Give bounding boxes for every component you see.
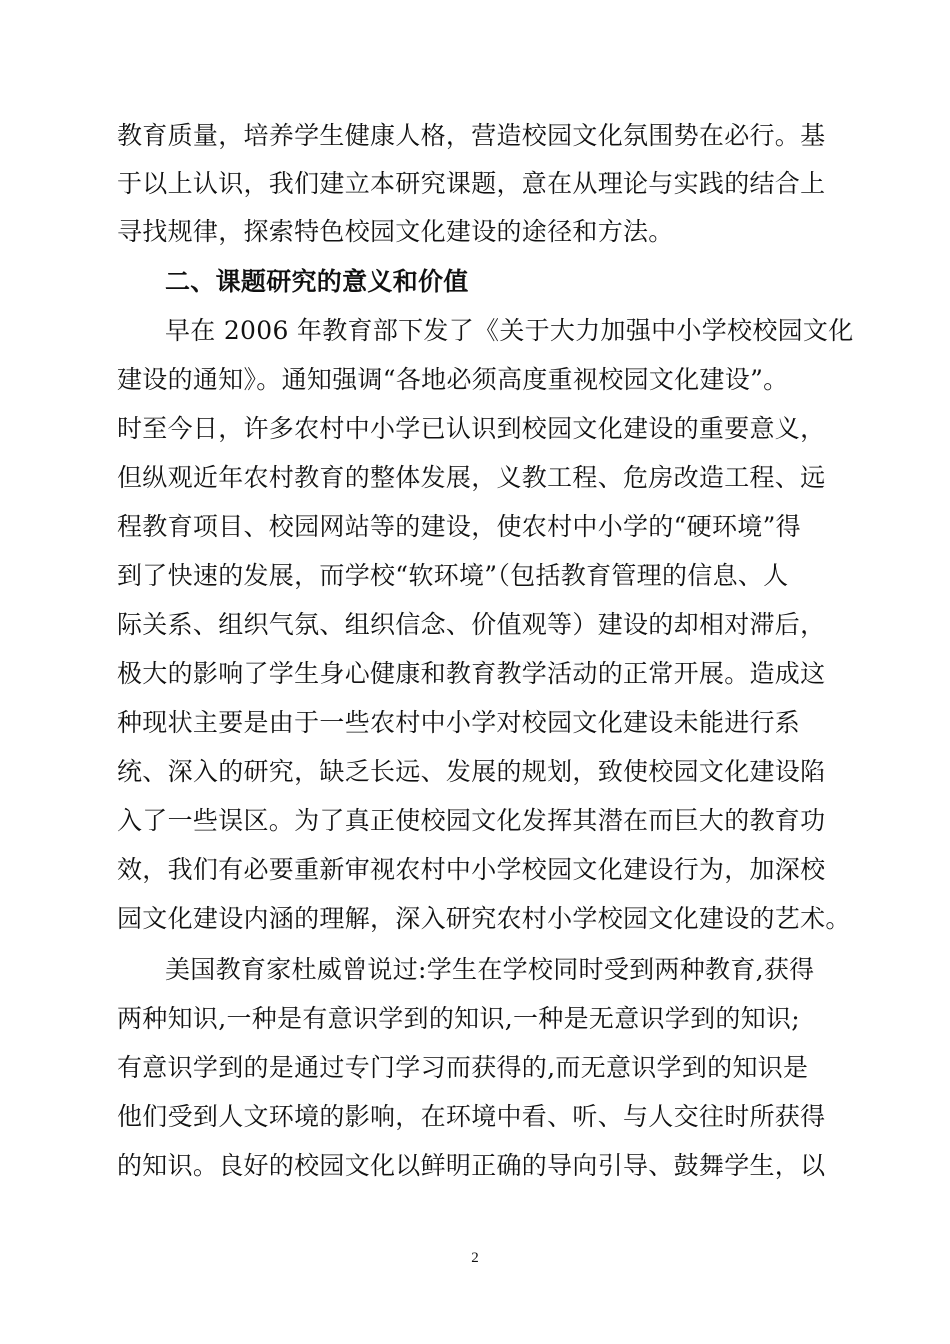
text-line: 程教育项目、校园网站等的建设，使农村中小学的“硬环境”得 <box>117 512 801 541</box>
text-line: 但纵观近年农村教育的整体发展，义教工程、危房改造工程、远 <box>117 463 826 492</box>
paragraph-first-line: 早在 2006 年教育部下发了《关于大力加强中小学校校园文化 <box>165 316 854 345</box>
paragraph-first-line: 美国教育家杜威曾说过:学生在学校同时受到两种教育,获得 <box>165 955 815 984</box>
text-line: 统、深入的研究，缺乏长远、发展的规划，致使校园文化建设陷 <box>117 757 826 786</box>
text-line: 入了一些误区。为了真正使校园文化发挥其潜在而巨大的教育功 <box>117 806 826 835</box>
page-number: 2 <box>471 1250 479 1266</box>
text-line: 于以上认识，我们建立本研究课题，意在从理论与实践的结合上 <box>117 169 826 198</box>
text-line: 园文化建设内涵的理解，深入研究农村小学校园文化建设的艺术。 <box>117 904 851 933</box>
text-line: 的知识。良好的校园文化以鲜明正确的导向引导、鼓舞学生，以 <box>117 1151 826 1180</box>
text-line: 建设的通知》。通知强调“各地必须高度重视校园文化建设”。 <box>117 365 789 394</box>
text-line: 效，我们有必要重新审视农村中小学校园文化建设行为，加深校 <box>117 855 826 884</box>
text-line: 两种知识,一种是有意识学到的知识,一种是无意识学到的知识; <box>117 1004 801 1033</box>
text-line: 到了快速的发展，而学校“软环境”（包括教育管理的信息、人 <box>117 561 789 590</box>
text-line: 有意识学到的是通过专门学习而获得的,而无意识学到的知识是 <box>117 1053 809 1082</box>
text-line: 寻找规律，探索特色校园文化建设的途径和方法。 <box>117 217 674 246</box>
text-line: 际关系、组织气氛、组织信念、价值观等）建设的却相对滞后， <box>117 610 826 639</box>
text-line: 时至今日，许多农村中小学已认识到校园文化建设的重要意义， <box>117 414 826 443</box>
section-heading: 二、课题研究的意义和价值 <box>165 267 469 296</box>
text-line: 教育质量，培养学生健康人格，营造校园文化氛围势在必行。基 <box>117 121 826 150</box>
text-line: 极大的影响了学生身心健康和教育教学活动的正常开展。造成这 <box>117 659 826 688</box>
text-line: 种现状主要是由于一些农村中小学对校园文化建设未能进行系 <box>117 708 801 737</box>
text-line: 他们受到人文环境的影响，在环境中看、听、与人交往时所获得 <box>117 1102 826 1131</box>
